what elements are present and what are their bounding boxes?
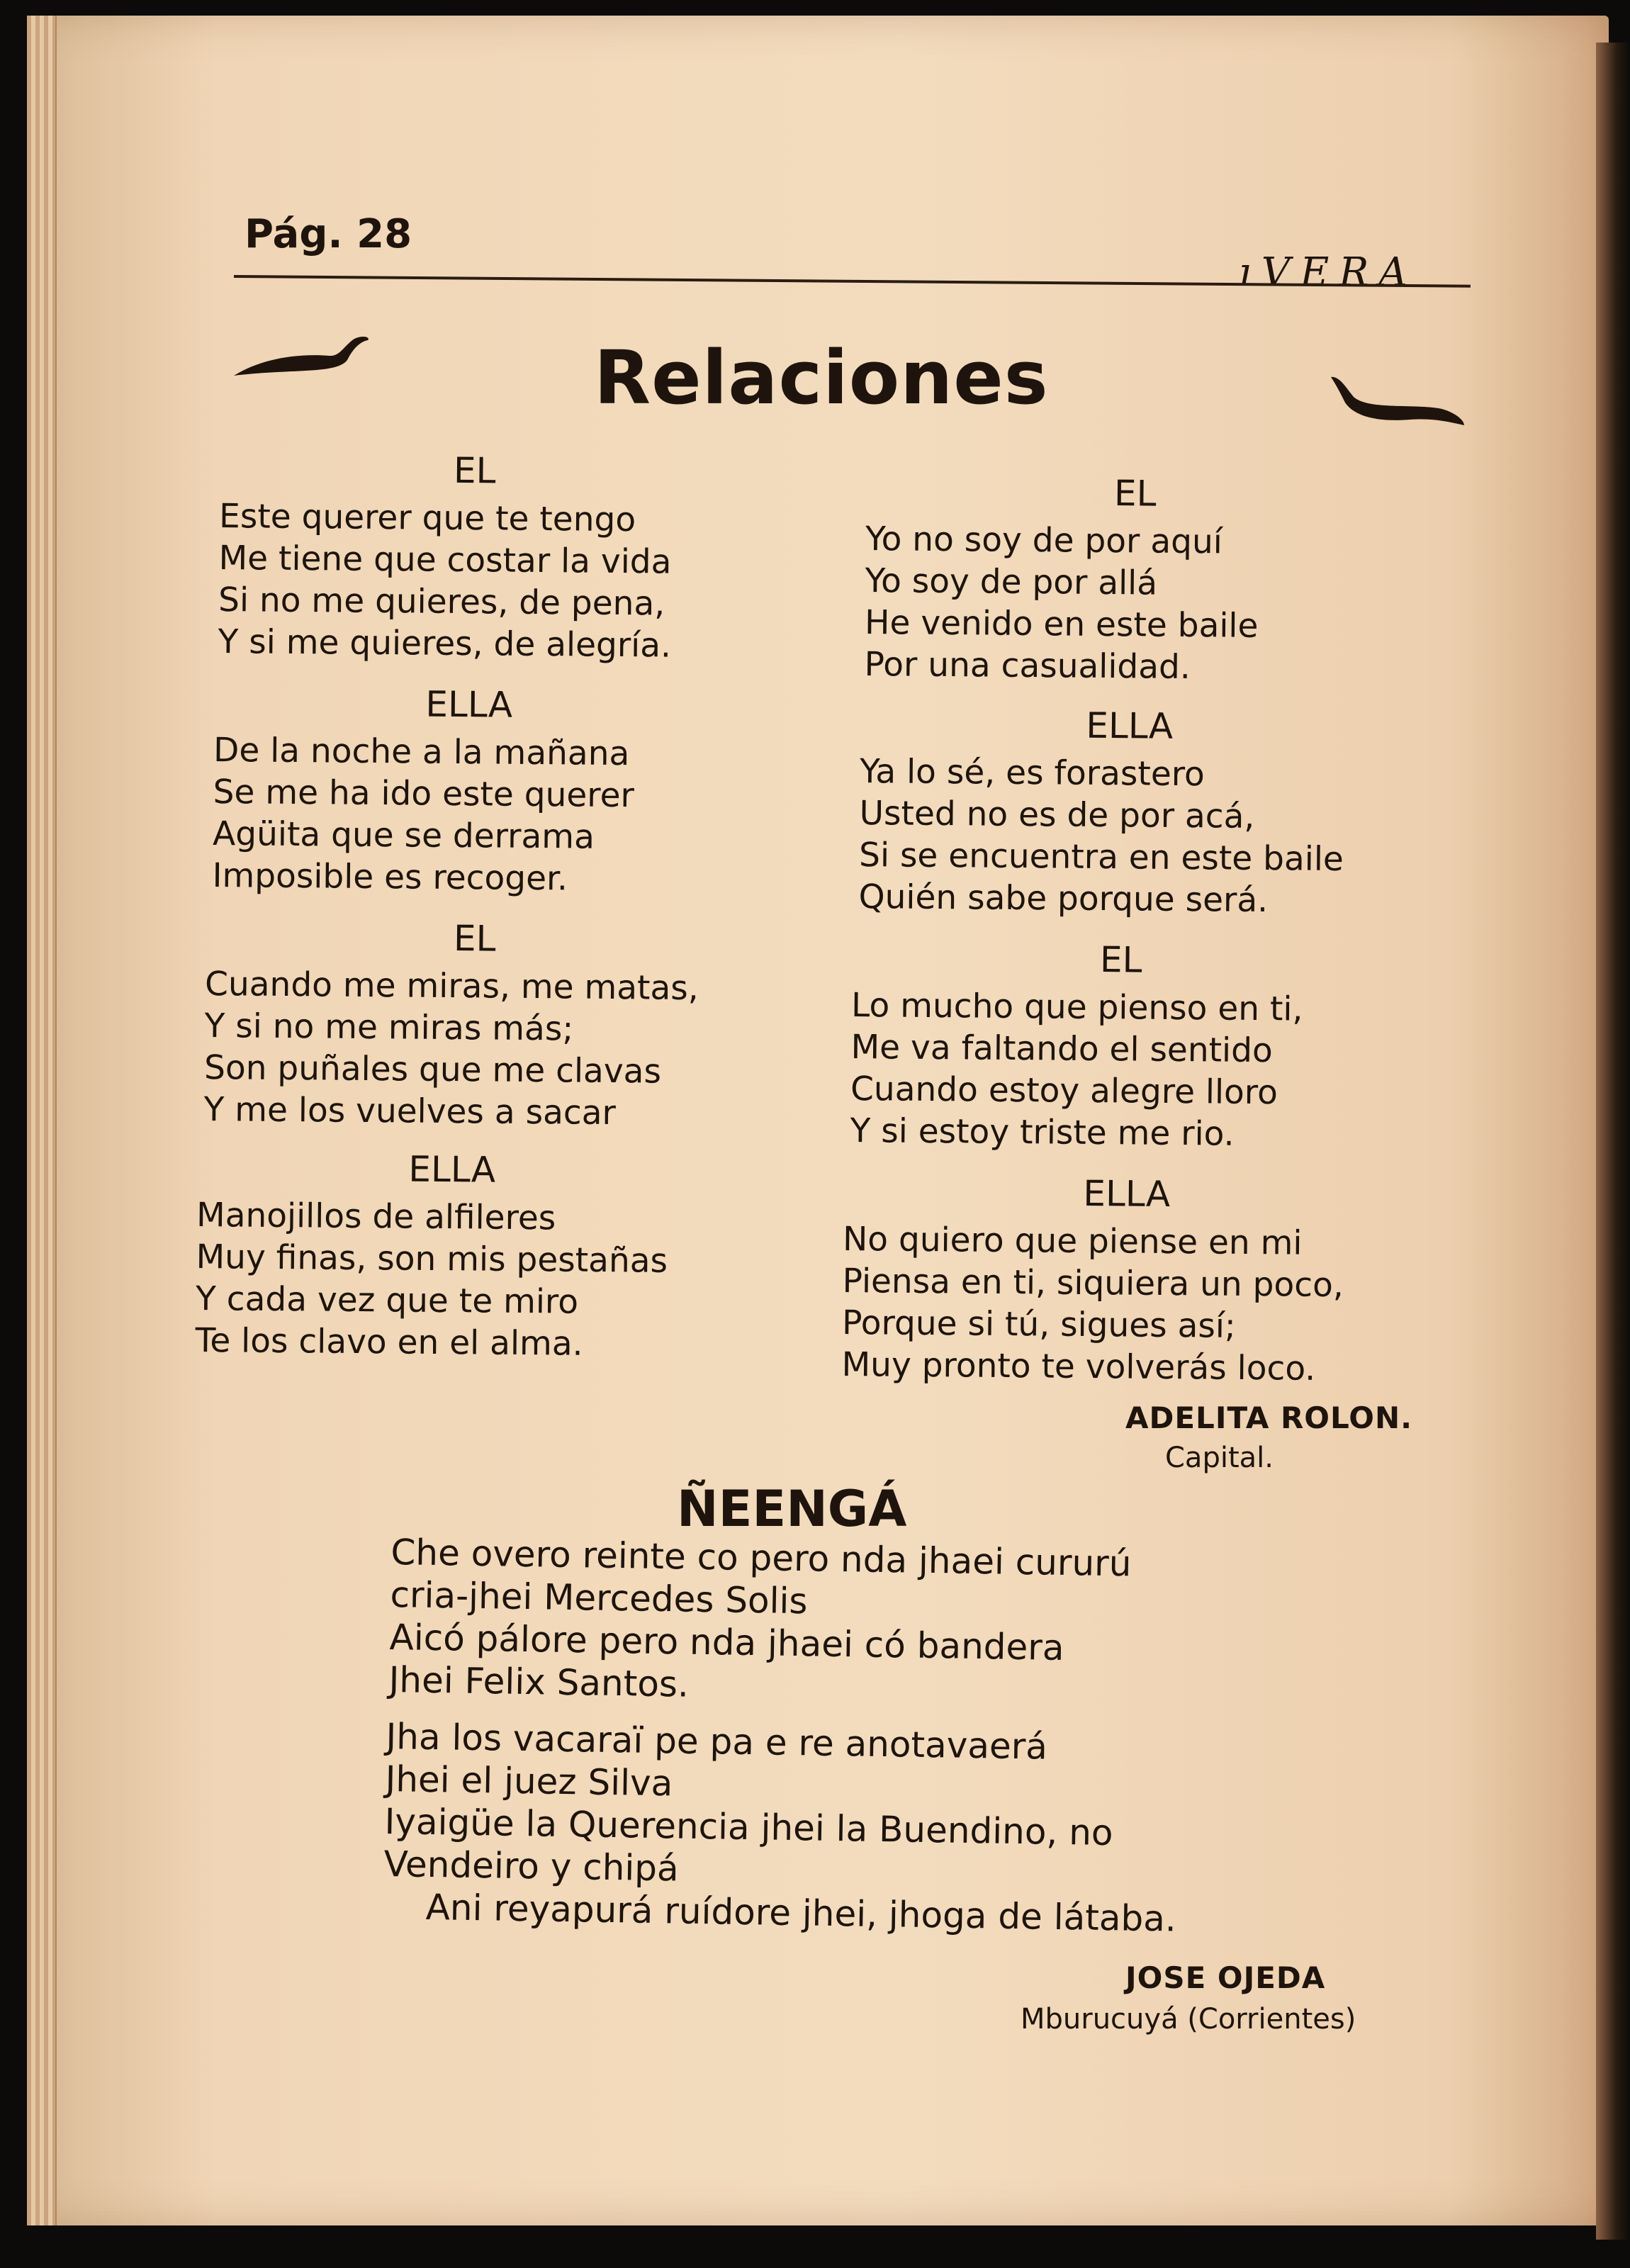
verse-line: Y si me quieres, de alegría. [218,622,672,666]
stanza-left-1 [218,448,730,667]
speaker-label: ELLA [425,683,513,726]
speaker-label: ELLA [1086,704,1174,747]
speaker-label: ELLA [408,1148,496,1191]
book-spine [1596,43,1630,2240]
stanza-right-2 [858,703,1399,923]
verse-line: He venido en este baile [864,602,1259,646]
poem2-stanza-2 [383,1715,1179,1941]
page-number: Pág. 28 [244,211,412,257]
speaker-label: EL [1113,473,1157,515]
verse-line: Iyaigüe la Querencia jhei la Buendino, no [384,1800,1113,1854]
verse-line: Aicó pálore pero nda jhaei có bandera [389,1616,1064,1668]
verse-line: Usted no es de por acá, [859,793,1255,836]
author-name: JOSE OJEDA [1125,1960,1326,1995]
verse-line: Este querer que te tengo [218,496,636,540]
stanza-left-2 [212,682,724,901]
speaker-label: ELLA [1083,1172,1171,1216]
verse-line: Y me los vuelves a sacar [203,1089,617,1133]
left-flourish-icon [230,332,372,388]
magazine-name: ıVERA [1239,249,1417,296]
verse-line: Yo no soy de por aquí [865,519,1223,562]
speaker-label: EL [453,918,496,960]
right-flourish-icon [1325,369,1467,432]
verse-line: Muy finas, son mis pestañas [196,1237,668,1281]
verse-line: Ani reyapurá ruídore jhei, jhoga de látaba. [425,1886,1177,1940]
page-stack-edge [27,16,57,2225]
verse-line: Jhei Felix Santos. [388,1658,690,1705]
verse-line: Son puñales que me clavas [203,1048,662,1091]
verse-line: Te los clavo en el alma. [195,1320,583,1364]
verse-line: Si no me quieres, de pena, [218,580,665,624]
verse-line: Si se encuentra en este baile [858,835,1344,879]
verse-line: Quién sabe porque será. [858,877,1269,921]
verse-line: Y si no me miras más; [204,1006,574,1049]
stanza-right-1 [864,471,1405,690]
verse-line: Por una casualidad. [864,644,1191,687]
stanza-left-4 [195,1147,707,1366]
verse-line: Jhei el juez Silva [385,1758,673,1804]
poem-title-neenga: ÑEENGÁ [677,1480,907,1538]
verse-line: No quiero que piense en mi [842,1219,1303,1263]
verse-line: Vendeiro y chipá [383,1843,680,1890]
verse-line: Manojillos de alfileres [196,1195,556,1238]
verse-line: Yo soy de por allá [865,561,1158,603]
verse-line: Me va faltando el sentido [850,1027,1273,1071]
stanza-right-4 [841,1171,1410,1391]
verse-line: Porque si tú, sigues así; [841,1303,1237,1346]
verse-line: Muy pronto te volverás loco. [841,1344,1316,1388]
poem-title-relaciones: Relaciones [594,335,1049,421]
verse-line: De la noche a la mañana [213,730,630,774]
verse-line: Lo mucho que pienso en ti, [850,985,1303,1029]
verse-line: Y cada vez que te miro [195,1279,579,1322]
verse-line: Ya lo sé, es forastero [859,751,1205,795]
verse-line: Piensa en ti, siquiera un poco, [842,1261,1344,1306]
author-place: Mburucuyá (Corrientes) [1021,2003,1356,2036]
verse-line: Y si estoy triste me rio. [850,1111,1235,1154]
author-name: ADELITA ROLON. [1125,1400,1413,1435]
stanza-right-3 [850,937,1390,1157]
verse-line: Agüita que se derrama [212,814,595,857]
poem2-stanza-1 [388,1531,1132,1712]
verse-line: Cuando me miras, me matas, [204,964,699,1009]
verse-line: Se me ha ido este querer [213,772,635,816]
verse-line: cria-jhei Mercedes Solis [390,1573,808,1622]
verse-line: Cuando estoy alegre lloro [850,1069,1278,1113]
speaker-label: EL [1099,939,1142,981]
verse-line: Jha los vacaraï pe pa e re anotavaerá [386,1715,1048,1768]
author-place: Capital. [1165,1442,1274,1474]
speaker-label: EL [453,449,496,492]
verse-line: Imposible es recoger. [212,855,568,899]
verse-line: Me tiene que costar la vida [218,538,672,582]
stanza-left-3 [203,916,744,1135]
verse-line: Che overo reinte co pero nda jhaei cururú [390,1531,1132,1585]
